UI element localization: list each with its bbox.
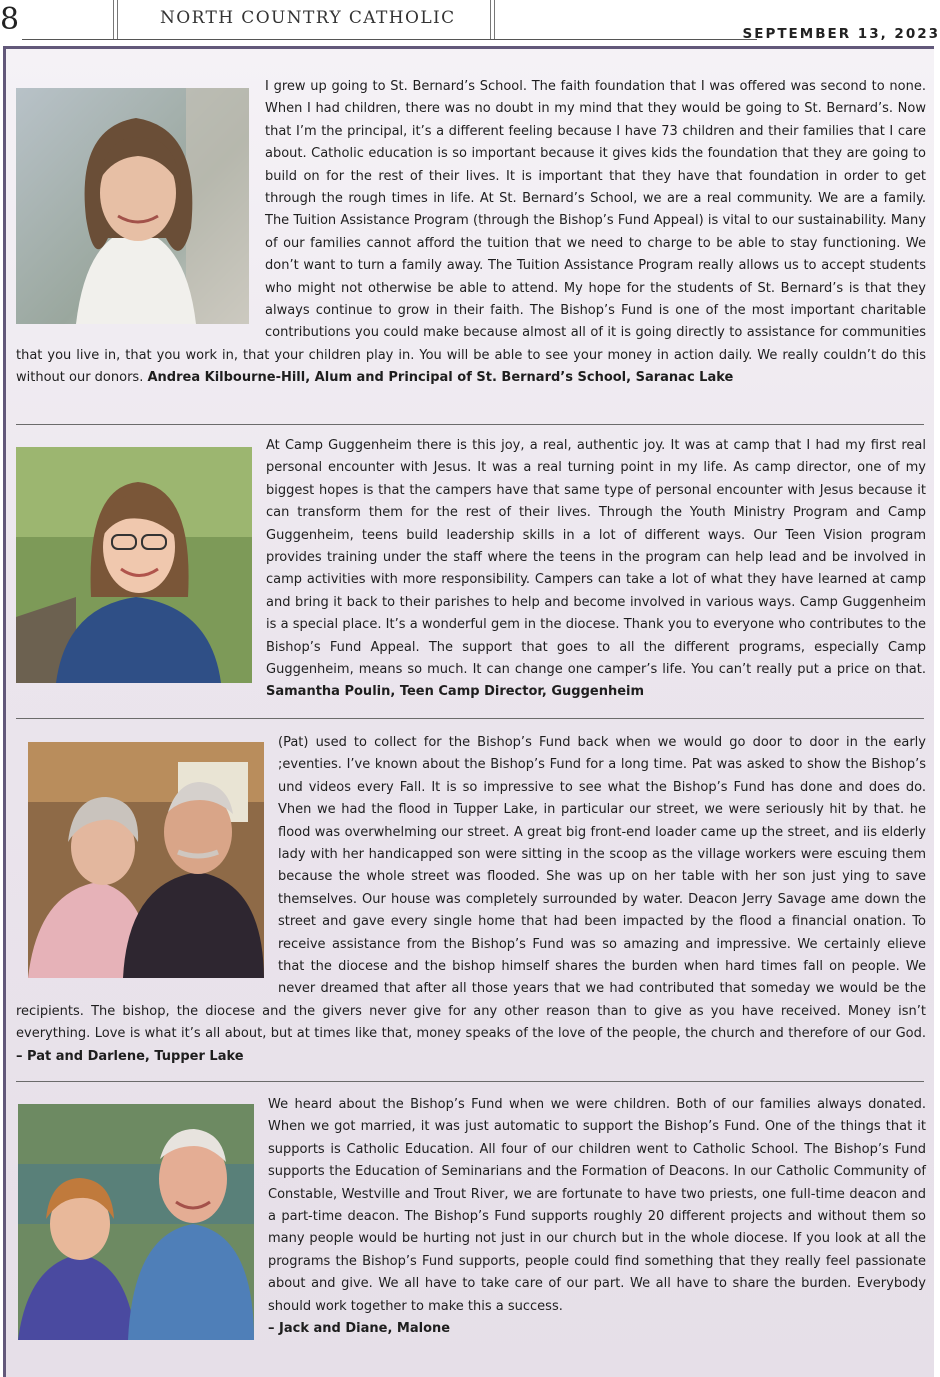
testimonial-text: At Camp Guggenheim there is this joy, a real, authentic joy. It was at camp that I had my first real personal encounter with Jesus. It was a real turning point in my life. As camp director, one of my biggest hopes is that the campers have that same type of personal encounter with Jesus because it can transform them for the rest of their lives. Through the Youth Ministry Program and Camp Guggenheim, teens build leadership skills in a lot of different ways. Our Teen Vision program provides training under the staff where the teens in the program can help lead and be involved in camp activities with more responsibility. Campers can take a lot of what they have learned at camp and bring it back to their parishes to help and become involved in various ways. Camp Guggenheim is a special place. It’s a wonderful gem in the diocese. Thank you to everyone who contributes to the Bishop’s Fund Appeal. The support that goes to all the different programs, especially Camp Guggenheim, means so much. It can change one camper’s life. You can’t really put a price on that. Samantha Poulin, Teen Camp Director, Guggenheim	[266, 438, 926, 700]
testimonial-byline: Samantha Poulin, Teen Camp Director, Guggenheim	[266, 684, 645, 700]
section-divider	[16, 1081, 924, 1082]
section-divider	[16, 718, 924, 719]
testimonial-text: (Pat) used to collect for the Bishop’s Fund back when we would go door to door in the early ;eventies. I’ve known about the Bishop’s Fund for a long time. Pat was asked to show the Bishop’s und videos every Fall. It is so impressive to see what the Bishop’s Fund has done and does do. Vhen we had the flood in Tupper Lake, in particular our street, we were seriously hit by that. he flood was overwhelming our street. A great big front-end loader came up the street, and iis elderly lady with her handicapped son were sitting in the scoop as the village workers were escuing them because the whole street was flooded. She was up on her table with her son just ying to save themselves. Our house was completely surrounded by water. Deacon Jerry Savage ame down the street and gave every single home that had been impacted by the flood a financial onation. To receive assistance from the Bishop’s Fund was so amazing and impressive. We certainly elieve that the diocese and the bishop himself shares the burden when hard times fall on people. We never dreamed that after all those years that we had contributed that someday we would be the recipients. The bishop, the diocese and the givers never give for any other reason than to give as you have received. Money isn’t everything. Love is what it’s all about, but at times like that, money speaks of the love of the people, the church and therefore of our God. – Pat and Darlene, Tupper Lake	[16, 735, 926, 1064]
testimonial-text: I grew up going to St. Bernard’s School. The faith foundation that I was offered was second to none. When I had children, there was no doubt in my mind that they would be going to St. Bernard’s. Now that I’m the principal, it’s a different feeling because I have 73 children and their families that I care about. Catholic education is so important because it gives kids the foundation that they are going to build on for the rest of their lives. It is important that they have that foundation in order to get through the rough times in life. At St. Bernard’s School, we are a real community. We are a family. The Tuition Assistance Program (through the Bishop’s Fund Appeal) is vital to our sustainability. Many of our families cannot afford the tuition that we need to charge to be able to stay functioning. We don’t want to turn a family away. The Tuition Assistance Program really allows us to accept students who might not otherwise be able to attend. My hope for the students of St. Bernard’s is that they always continue to grow in their faith. The Bishop’s Fund is one of the most important charitable contributions you could make because almost all of it is going directly to assistance for communities that you live in, that you work in, that your children play in. You will be able to see your money in action daily. We really couldn’t do this without our donors. Andrea Kilbourne-Hill, Alum and Principal of St. Bernard’s School, Saranac Lake	[16, 79, 926, 386]
testimonial-card	[16, 76, 926, 390]
testimonial-text: We heard about the Bishop’s Fund when we were children. Both of our families always donated. When we got married, it was just automatic to support the Bishop’s Fund. One of the things that it supports is Catholic Education. All four of our children went to Catholic School. The Bishop’s Fund supports the Education of Seminarians and the Formation of Deacons. In our Catholic Community of Constable, Westville and Trout River, we are fortunate to have two priests, one full-time deacon and a part-time deacon. The Bishop’s Fund supports roughly 20 different projects and without them so many people would be hurting not just in our church but in the whole diocese. If you look at all the programs the Bishop’s Fund supports, people could find something that they really feel passionate about and give. We all have to take care of our part. We all have to share the burden. Everybody should work together to make this a success. – Jack and Diane, Malone	[268, 1097, 926, 1337]
page-number: 8	[0, 2, 20, 37]
testimonial-card	[16, 1094, 926, 1348]
testimonial-card	[16, 732, 926, 1068]
page-header	[0, 0, 940, 44]
testimonial-byline: – Pat and Darlene, Tupper Lake	[16, 1048, 244, 1064]
portrait-photo	[16, 88, 249, 324]
couple-photo	[28, 742, 264, 978]
header-divider	[490, 0, 495, 40]
publication-title: NORTH COUNTRY CATHOLIC	[160, 8, 456, 28]
couple-photo	[18, 1104, 254, 1340]
issue-date: SEPTEMBER 13, 2023	[742, 26, 940, 42]
testimonial-card	[16, 435, 926, 704]
section-divider	[16, 424, 924, 425]
testimonial-byline: – Jack and Diane, Malone	[268, 1321, 451, 1337]
portrait-photo	[16, 447, 252, 683]
testimonial-byline: Andrea Kilbourne-Hill, Alum and Principal of St. Bernard’s School, Saranac Lake	[147, 370, 734, 386]
header-divider	[113, 0, 118, 40]
header-baseline	[22, 39, 757, 40]
